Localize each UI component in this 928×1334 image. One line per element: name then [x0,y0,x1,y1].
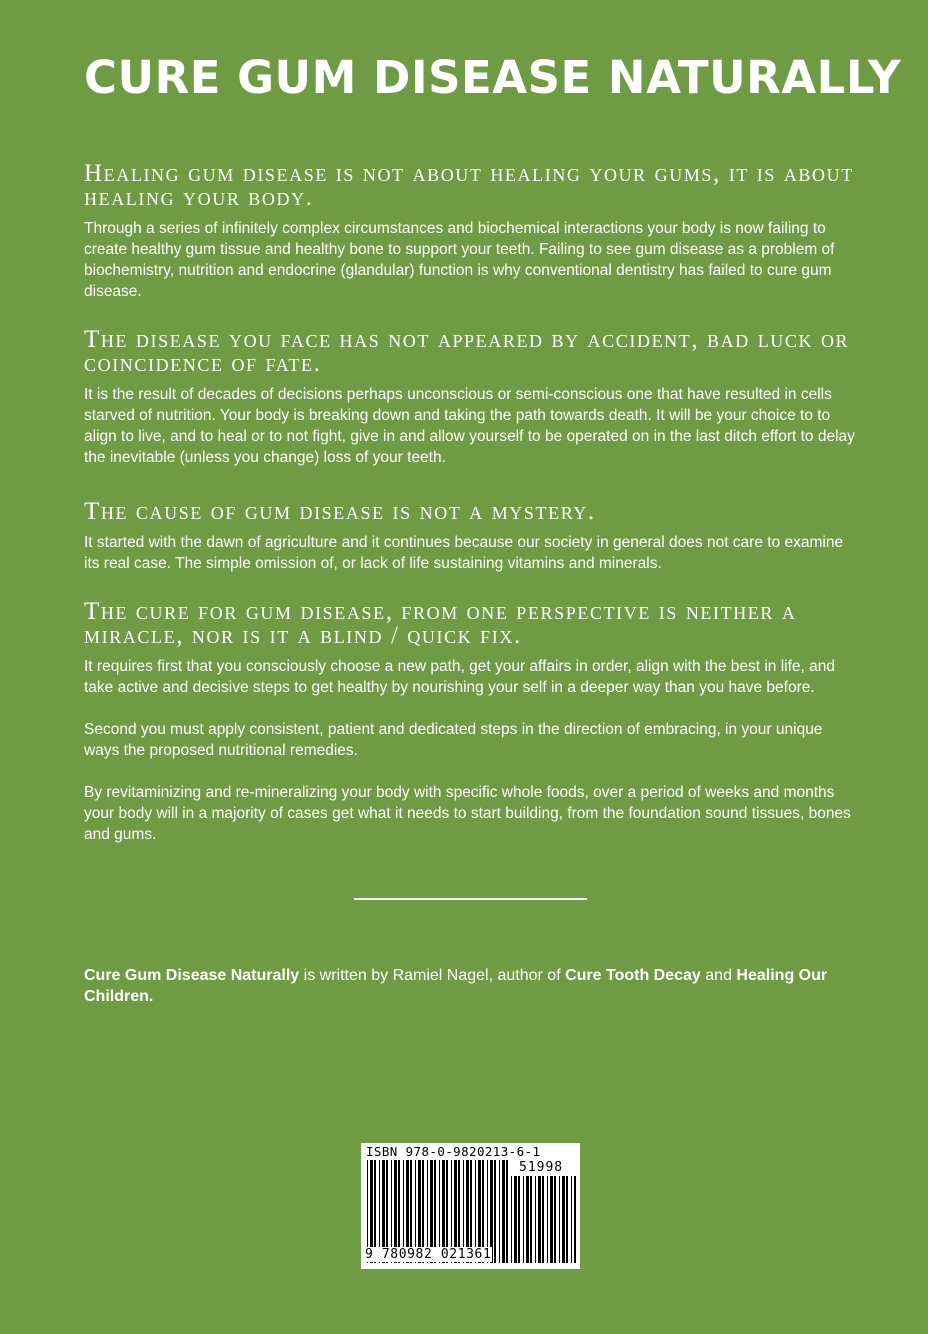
section-heading: Healing gum disease is not about healing your gums, it is about healing your body. [84,160,854,211]
addon-barcode-bars [511,1176,576,1263]
divider-line [354,898,587,900]
section-paragraph: By revitaminizing and re-mineralizing your body with specific whole foods, over a period of weeks and months your body will in a majority of cases get what it needs to start building, from the foundation sound tissues, bones and gums. [84,784,851,843]
barcode-bar [530,1176,532,1263]
book-title: CURE GUM DISEASE NATURALLY [84,51,902,104]
barcode-bar [571,1176,572,1263]
barcode-bar [550,1176,553,1263]
section-cure [84,600,860,845]
credit-and: and [700,967,737,984]
section-paragraph: Through a series of infinitely complex circumstances and biochemical interactions your body is now failing to create healthy gum tissue and healthy bone to support your teeth. Failing to see gum disease as a problem of biochemistry, nutrition and endocrine (glandular) function is why conventional dentistry has failed to cure gum disease. [84,220,835,300]
barcode-bar [554,1176,556,1263]
section-paragraph: It requires first that you consciously choose a new path, get your affairs in order, align with the best in life, and take active and decisive steps to get healthy by nourishing your self in a deeper way than you have before. [84,658,836,696]
barcode-bar [547,1176,548,1263]
section-paragraph: It is the result of decades of decisions perhaps unconscious or semi-conscious one that have resulted in cells starved of nutrition. Your body is breaking down and taking the path towards death. It will be your choice to to align to live, and to heal or to not fight, give in and allow yourself to be operated on in the last ditch effort to delay the inevitable (unless you change) loss of your teeth. [84,386,855,466]
section-heading: The cure for gum disease, from one perspective is neither a miracle, nor is it a blind / quick fix. [84,598,797,649]
ean-digits: 9 780982 021361 [365,1247,492,1262]
barcode-bar [566,1176,568,1263]
credit-book-2: Cure Tooth Decay [565,967,701,984]
section-heading: The cause of gum disease is not a mystery. [84,498,596,525]
barcode-bar [526,1176,529,1263]
barcode-bar [542,1176,544,1263]
credit-book-title: Cure Gum Disease Naturally [84,967,300,984]
barcode-bar [502,1160,505,1263]
credit-book-3: Healing Our Children. [84,967,828,1005]
section-paragraph: Second you must apply consistent, patient and dedicated steps in the direction of embracing, in your unique ways the proposed nutritional remedies. [84,721,823,759]
isbn-barcode [361,1143,580,1269]
section-cause [84,500,860,574]
barcode-bar [494,1160,496,1263]
barcode-bar [535,1176,536,1263]
section-healing [84,162,860,302]
barcode-bar [514,1176,517,1263]
author-credit [84,965,860,1007]
barcode-bar [518,1176,520,1263]
barcode-bar [511,1176,512,1263]
section-heading: The disease you face has not appeared by accident, bad luck or coincidence of fate. [84,326,850,377]
barcode-bar [562,1176,565,1263]
barcode-bar [506,1160,508,1263]
credit-text: is written by Ramiel Nagel, author of [299,967,566,984]
barcode-bar [538,1176,541,1263]
price-code: 51998 [519,1160,564,1175]
section-disease [84,328,860,468]
section-paragraph: It started with the dawn of agriculture and it continues because our society in general does not care to examine its real case. The simple omission of, or lack of life sustaining vitamins and minerals. [84,534,844,572]
barcode-bar [499,1160,500,1263]
barcode-bar [523,1176,524,1263]
barcode-bar [559,1176,560,1263]
isbn-label: ISBN 978-0-9820213-6-1 [366,1144,541,1159]
barcode-bar [574,1176,576,1263]
